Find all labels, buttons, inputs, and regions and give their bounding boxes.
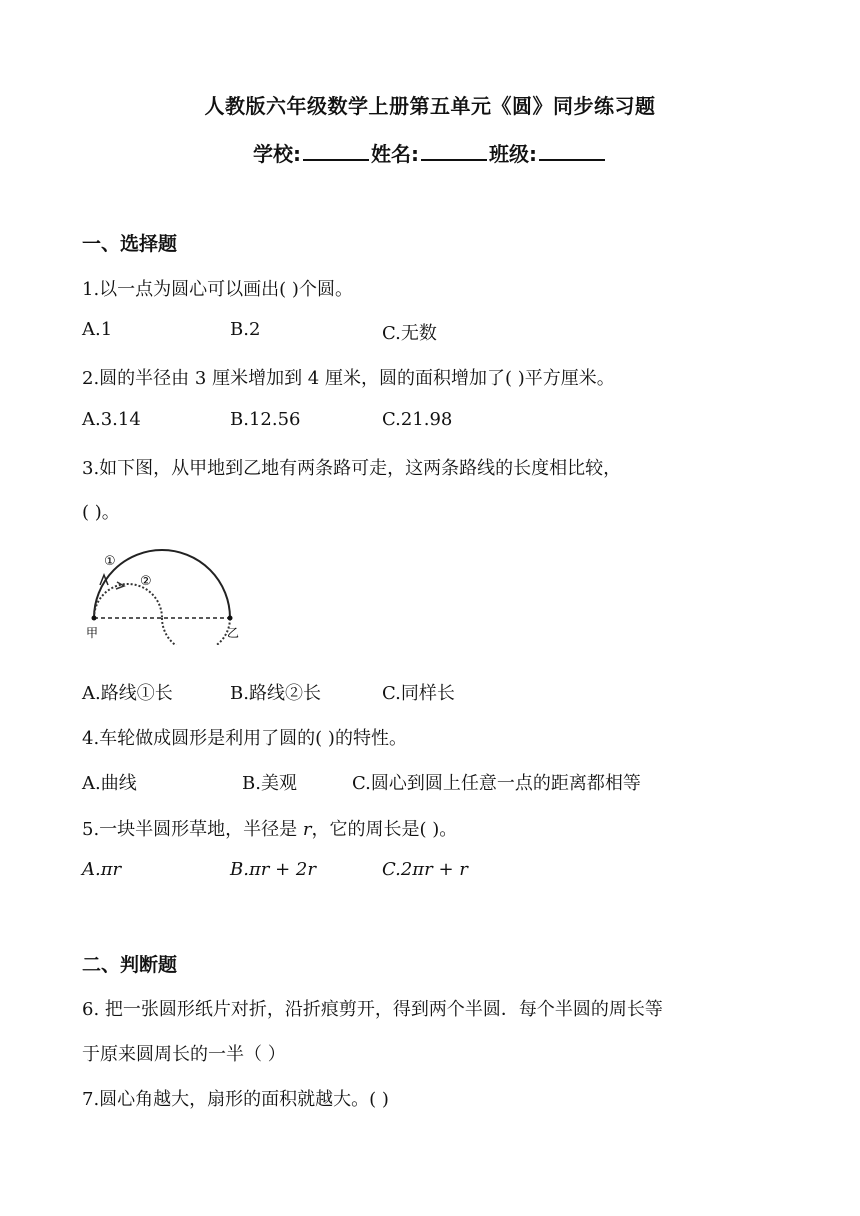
class-label: 班级: bbox=[489, 142, 537, 166]
q4-option-c[interactable]: C.圆心到圆上任意一点的距离都相等 bbox=[352, 773, 641, 794]
q4-option-a[interactable]: A.曲线 bbox=[82, 773, 137, 794]
q5-stem-pre: 5.一块半圆形草地，半径是 bbox=[82, 819, 303, 840]
q4-option-b[interactable]: B.美观 bbox=[242, 773, 297, 794]
q5-stem-post: ，它的周长是( )。 bbox=[311, 819, 458, 840]
name-blank[interactable] bbox=[421, 141, 487, 161]
section-multiple-choice: 一、选择题 bbox=[82, 233, 178, 255]
route-2-arc-upper bbox=[94, 584, 162, 618]
q5-radius-var: r bbox=[302, 819, 312, 840]
q2-option-a[interactable]: A.3.14 bbox=[82, 409, 141, 430]
route-diagram bbox=[82, 545, 252, 645]
question-6-line2: 于原来圆周长的一半（ ） bbox=[82, 1044, 286, 1065]
route-2-label: ② bbox=[140, 574, 152, 589]
class-blank[interactable] bbox=[539, 141, 605, 161]
end-point bbox=[228, 616, 233, 621]
question-1-stem: 1.以一点为圆心可以画出( )个圆。 bbox=[82, 279, 353, 300]
end-label: 乙 bbox=[227, 626, 240, 640]
route-1-label: ① bbox=[104, 554, 116, 569]
start-label: 甲 bbox=[86, 626, 99, 640]
question-5-stem bbox=[82, 815, 457, 841]
question-2-stem: 2.圆的半径由 3 厘米增加到 4 厘米，圆的面积增加了( )平方厘米。 bbox=[82, 368, 615, 389]
q1-option-c[interactable]: C.无数 bbox=[382, 323, 437, 344]
question-7-stem: 7.圆心角越大，扇形的面积就越大。( ) bbox=[82, 1089, 389, 1110]
name-label: 姓名: bbox=[371, 142, 419, 166]
q2-option-c[interactable]: C.21.98 bbox=[382, 409, 453, 430]
q3-option-c[interactable]: C.同样长 bbox=[382, 683, 455, 704]
q1-option-b[interactable]: B.2 bbox=[230, 319, 261, 340]
section-true-false: 二、判断题 bbox=[82, 954, 178, 976]
q5-option-b[interactable]: B.πr + 2r bbox=[230, 859, 316, 880]
question-4-stem: 4.车轮做成圆形是利用了圆的( )的特性。 bbox=[82, 728, 407, 749]
school-blank[interactable] bbox=[303, 141, 369, 161]
question-3-stem-line2: ( )。 bbox=[82, 502, 120, 523]
question-3-stem-line1: 3.如下图，从甲地到乙地有两条路可走，这两条路线的长度相比较， bbox=[82, 458, 622, 479]
q3-option-a[interactable]: A.路线①长 bbox=[82, 683, 173, 704]
school-label: 学校: bbox=[253, 142, 301, 166]
q2-option-b[interactable]: B.12.56 bbox=[230, 409, 301, 430]
q1-option-a[interactable]: A.1 bbox=[82, 319, 113, 340]
student-info-fields bbox=[0, 138, 860, 167]
q5-option-a[interactable]: A.πr bbox=[82, 859, 122, 880]
question-6-line1: 6. 把一张圆形纸片对折，沿折痕剪开，得到两个半圆．每个半圆的周长等 bbox=[82, 999, 663, 1020]
start-point bbox=[92, 616, 97, 621]
route-2-arc-lower bbox=[162, 618, 230, 645]
q3-option-b[interactable]: B.路线②长 bbox=[230, 683, 321, 704]
q5-option-c[interactable]: C.2πr + r bbox=[382, 859, 468, 880]
page-title: 人教版六年级数学上册第五单元《圆》同步练习题 bbox=[204, 94, 656, 118]
